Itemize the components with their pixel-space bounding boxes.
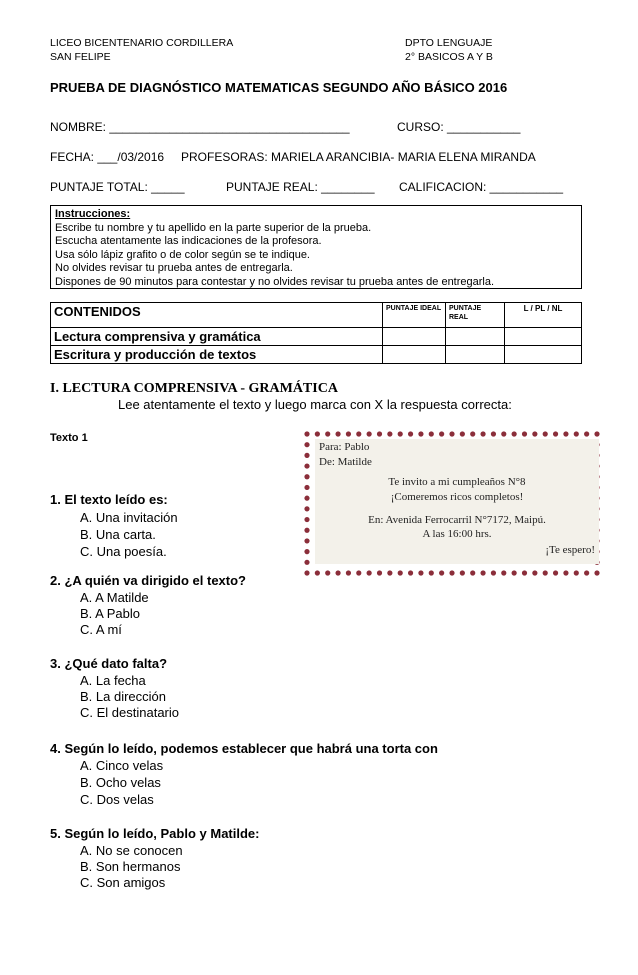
border-dot [532, 431, 537, 436]
border-dot [304, 453, 309, 458]
border-dot [387, 431, 392, 436]
score-cell[interactable] [383, 346, 446, 364]
border-dot [335, 431, 340, 436]
instruction-line: Dispones de 90 minutos para contestar y no olvides revisar tu prueba antes de entregarla. [55, 275, 495, 288]
answer-option[interactable]: A. Cinco velas [80, 758, 164, 773]
border-dot [449, 431, 454, 436]
border-dot [304, 485, 309, 490]
table-row [51, 328, 582, 346]
border-dot [470, 431, 475, 436]
invitation-line: ¡Comeremos ricos completos! [390, 491, 524, 503]
question-1 [50, 492, 630, 561]
border-dot [408, 431, 413, 436]
invitation-line: En: Avenida Ferrocarril N°7172, Maipú. [368, 514, 546, 526]
border-dot [356, 431, 361, 436]
border-dot [460, 431, 465, 436]
puntaje-total-field[interactable]: PUNTAJE TOTAL: _____ [50, 180, 185, 194]
question-text: 3. ¿Qué dato falta? [50, 656, 168, 671]
border-dot [512, 431, 517, 436]
instruction-line: Usa sólo lápiz grafito o de color según se te indique. [55, 248, 310, 261]
border-dot [480, 431, 485, 436]
invitation-to: Para: Pablo [319, 441, 370, 453]
page-title: PRUEBA DE DIAGNÓSTICO MATEMATICAS SEGUNDO AÑO BÁSICO 2016 [50, 80, 508, 95]
fecha-field[interactable]: FECHA: ___/03/2016 [50, 150, 165, 164]
question-text: 2. ¿A quién va dirigido el texto? [50, 573, 246, 588]
border-dot [377, 431, 382, 436]
calificacion-field[interactable]: CALIFICACION: ___________ [399, 180, 564, 194]
instructions-box [50, 205, 582, 289]
header-puntaje-ideal: PUNTAJE IDEAL [383, 303, 446, 328]
answer-option[interactable]: B. La dirección [80, 689, 166, 704]
grade-groups: 2° BASICOS A Y B [405, 51, 493, 63]
border-dot [398, 431, 403, 436]
border-dot [584, 431, 589, 436]
border-dot [304, 442, 309, 447]
table-row [51, 346, 582, 364]
border-dot [429, 431, 434, 436]
puntaje-real-field[interactable]: PUNTAJE REAL: ________ [226, 180, 375, 194]
answer-option[interactable]: B. Son hermanos [80, 859, 181, 874]
border-dot [346, 431, 351, 436]
header-level: L / PL / NL [505, 303, 582, 328]
answer-option[interactable]: B. A Pablo [80, 606, 140, 621]
border-dot [553, 431, 558, 436]
answer-option[interactable]: C. Son amigos [80, 875, 166, 890]
border-dot [304, 463, 309, 468]
answer-option[interactable]: B. Una carta. [80, 527, 156, 542]
row-label: Lectura comprensiva y gramática [51, 328, 383, 346]
header-contenidos: CONTENIDOS [51, 303, 383, 328]
school-name: LICEO BICENTENARIO CORDILLERA [50, 37, 234, 49]
question-text: 5. Según lo leído, Pablo y Matilde: [50, 826, 260, 841]
instructions-heading: Instrucciones: [55, 208, 131, 220]
border-dot [418, 431, 423, 436]
level-cell[interactable] [505, 346, 582, 364]
answer-option[interactable]: A. No se conocen [80, 843, 183, 858]
table-header-row [51, 303, 582, 328]
department: DPTO LENGUAJE [405, 37, 493, 49]
border-dot [304, 431, 309, 436]
answer-option[interactable]: C. A mí [80, 622, 122, 637]
answer-option[interactable]: C. El destinatario [80, 705, 179, 720]
answer-option[interactable]: C. Dos velas [80, 792, 154, 807]
score-cell[interactable] [383, 328, 446, 346]
answer-option[interactable]: A. A Matilde [80, 590, 149, 605]
header-puntaje-real: PUNTAJE REAL [446, 303, 505, 328]
question-2 [50, 573, 630, 638]
question-text: 1. El texto leído es: [50, 492, 168, 507]
instruction-line: Escucha atentamente las indicaciones de la profesora. [55, 235, 322, 247]
answer-option[interactable]: C. Una poesía. [80, 544, 167, 559]
invitation-from: De: Matilde [319, 456, 372, 468]
instruction-line: No olvides revisar tu prueba antes de entregarla. [55, 262, 293, 274]
level-cell[interactable] [505, 328, 582, 346]
question-4 [50, 741, 630, 809]
text-label: Texto 1 [50, 432, 88, 444]
score-cell[interactable] [446, 346, 505, 364]
question-3 [50, 656, 630, 721]
answer-option[interactable]: B. Ocho velas [80, 775, 161, 790]
school-city: SAN FELIPE [50, 51, 111, 63]
invitation-line: Te invito a mi cumpleaños N°8 [388, 476, 526, 488]
answer-option[interactable]: A. La fecha [80, 673, 146, 688]
invitation-closing: ¡Te espero! [545, 544, 595, 556]
border-dot [522, 431, 527, 436]
border-dot [325, 431, 330, 436]
section-lead: Lee atentamente el texto y luego marca con X la respuesta correcta: [118, 397, 512, 412]
border-dot [304, 474, 309, 479]
border-dot [563, 431, 568, 436]
border-dot [491, 431, 496, 436]
border-dot [501, 431, 506, 436]
profesoras-label: PROFESORAS: MARIELA ARANCIBIA- MARIA ELENA MIRANDA [181, 150, 536, 164]
answer-option[interactable]: A. Una invitación [80, 510, 178, 525]
contents-table [50, 302, 582, 364]
border-dot [574, 431, 579, 436]
question-text: 4. Según lo leído, podemos establecer que habrá una torta con [50, 741, 438, 756]
invitation-line: A las 16:00 hrs. [422, 528, 492, 540]
curso-field[interactable]: CURSO: ___________ [397, 120, 521, 134]
border-dot [315, 431, 320, 436]
score-cell[interactable] [446, 328, 505, 346]
border-dot [594, 431, 599, 436]
section-heading: I. LECTURA COMPRENSIVA - GRAMÁTICA [50, 381, 338, 396]
question-5 [50, 826, 630, 891]
border-dot [439, 431, 444, 436]
border-dot [543, 431, 548, 436]
row-label: Escritura y producción de textos [51, 346, 383, 364]
nombre-field[interactable]: NOMBRE: ____________________________________ [50, 120, 350, 134]
instruction-line: Escribe tu nombre y tu apellido en la parte superior de la prueba. [55, 221, 372, 234]
border-dot [367, 431, 372, 436]
